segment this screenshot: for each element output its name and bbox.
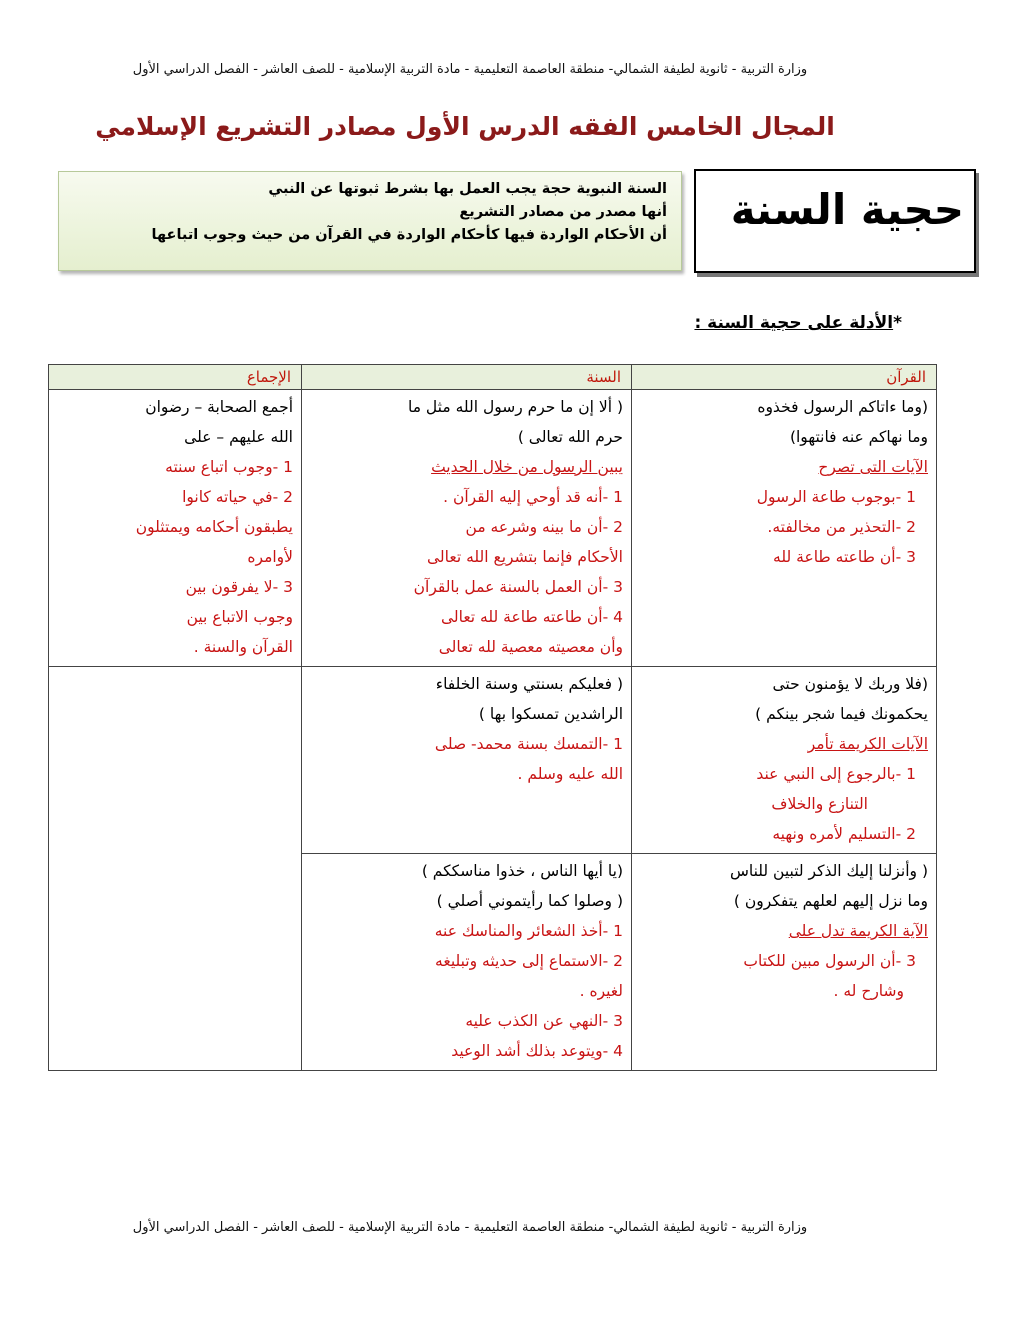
summary-line-3: أن الأحكام الواردة فيها كأحكام الواردة في القرآن من حيث وجوب اتباعها (151, 227, 667, 243)
row1-sunnah-point-3: 3 -أن العمل بالسنة عمل بالقرآن (413, 578, 623, 596)
row2-sunnah-cell (302, 667, 632, 854)
summary-box (58, 171, 682, 271)
row1-quran-point-3: 3 -أن طاعته طاعة لله (773, 548, 916, 566)
row1-sunnah-subtitle: يبين الرسول من خلال الحديث (431, 458, 623, 476)
row3-quran-verse-2: وما نزل إليهم لعلهم يتفكرون ) (733, 892, 928, 910)
row1-ijma-line-1: أجمع الصحابة – رضوان (145, 398, 293, 416)
row3-quran-point-3a: 3 -أن الرسول مبين للكتاب (743, 952, 916, 970)
row1-ijma-cell (49, 390, 302, 667)
row2-quran-verse-1: (فلا وربك لا يؤمنون حتى (772, 675, 928, 693)
row3-quran-verse-1: ( وأنزلنا إليك الذكر لتبين للناس (729, 862, 928, 880)
evidence-heading-text: الأدلة على حجية السنة : (694, 313, 894, 333)
page-header: وزارة التربية - ثانوية لطيفة الشمالي- منطقة العاصمة التعليمية - مادة التربية الإسلامية - للصف العاشر - الفصل الدراسي الأول (132, 62, 808, 77)
row3-sunnah-point-2a: 2 -الاستماع إلى حديثه وتبليغه (435, 952, 623, 970)
row2-sunnah-point-1a: 1 -التمسك بسنة محمد- صلى (434, 735, 623, 753)
row1-sunnah-point-2a: 2 -أن ما بينه وشرعه من (465, 518, 623, 536)
row3-sunnah-cell (302, 854, 632, 1071)
summary-line-2: أنها مصدر من مصادر التشريع (459, 204, 667, 220)
row1-ijma-point-2a: 2 -في حياته كانوا (182, 488, 293, 506)
row3-sunnah-hadith-1: (يا أيها الناس ، خذوا مناسككم ) (421, 862, 623, 880)
table-row (49, 854, 937, 1071)
topic-title: حجية السنة (730, 185, 964, 234)
row1-quran-point-2: 2 -التحذير من مخالفته. (767, 518, 916, 536)
row1-sunnah-point-4a: 4 -أن طاعته طاعة لله تعالى (440, 608, 623, 626)
row1-quran-point-1: 1 -بوجوب طاعة الرسول (756, 488, 916, 506)
evidence-heading (694, 313, 902, 333)
row3-sunnah-hadith-2: ( وصلوا كما رأيتموني أصلي ) (436, 892, 623, 910)
row1-sunnah-hadith-1: ( ألا إن ما حرم رسول الله مثل ما (407, 398, 623, 416)
row3-sunnah-point-4: 4 -ويتوعد بذلك أشد الوعيد (451, 1042, 623, 1060)
row2-sunnah-hadith-1: ( فعليكم بسنتي وسنة الخلفاء (435, 675, 623, 693)
row2-quran-cell (632, 667, 937, 854)
row2-quran-subtitle: الآيات الكريمة تأمر (807, 735, 928, 753)
row1-ijma-point-3c: القرآن والسنة . (193, 638, 293, 656)
row1-ijma-point-3a: 3 -لا يفرقون بين (185, 578, 293, 596)
row3-quran-cell (632, 854, 937, 1071)
row1-quran-verse-2: وما نهاكم عنه فانتهوا) (789, 428, 928, 446)
row1-quran-cell (632, 390, 937, 667)
row3-sunnah-point-3: 3 -النهي عن الكذب عليه (465, 1012, 623, 1030)
row1-ijma-point-2c: لأوامره (247, 548, 293, 566)
row2-quran-verse-2: يحكمونك فيما شجر بينكم ) (755, 705, 928, 723)
row1-sunnah-hadith-2: حرم الله تعالى ) (517, 428, 623, 446)
row1-sunnah-cell (302, 390, 632, 667)
evidence-table (48, 364, 937, 1071)
row1-ijma-point-3b: وجوب الاتباع بين (186, 608, 293, 626)
row1-sunnah-point-2b: الأحكام فإنما بتشريع الله تعالى (426, 548, 623, 566)
row2-quran-point-1a: 1 -بالرجوع إلى النبي عند (756, 765, 916, 783)
header-ijma: الإجماع (49, 365, 302, 390)
row1-ijma-point-2b: يطبقون أحكامه ويمتثلون (135, 518, 293, 536)
row2-ijma-cell (49, 667, 302, 854)
row3-ijma-cell (49, 854, 302, 1071)
row2-quran-point-1b: التنازع والخلاف (771, 795, 868, 813)
row1-sunnah-point-4b: وأن معصيته معصية لله تعالى (438, 638, 623, 656)
table-row (49, 390, 937, 667)
table-header-row (49, 365, 937, 390)
row3-quran-point-3b: وشارح له . (833, 982, 904, 1000)
row2-quran-point-2: 2 -التسليم لأمره ونهيه (772, 825, 916, 843)
row3-sunnah-point-1: 1 -أخذ الشعائر والمناسك عنه (434, 922, 623, 940)
row2-sunnah-hadith-2: الراشدين تمسكوا بها ) (478, 705, 623, 723)
row1-ijma-point-1: 1 -وجوب اتباع سنته (165, 458, 293, 476)
page-footer: وزارة التربية - ثانوية لطيفة الشمالي- منطقة العاصمة التعليمية - مادة التربية الإسلامية - للصف العاشر - الفصل الدراسي الأول (132, 1220, 808, 1235)
evidence-star: * (893, 313, 902, 333)
summary-line-1: السنة النبوية حجة يجب العمل بها بشرط ثبوتها عن النبي (268, 181, 667, 197)
row2-sunnah-point-1b: الله عليه وسلم . (517, 765, 623, 783)
row1-sunnah-point-1: 1 -أنه قد أوحي إليه القرآن . (443, 488, 623, 506)
row1-quran-verse-1: (وما ءاتاكم الرسول فخذوه (757, 398, 928, 416)
row1-ijma-line-2: الله عليهم – على (184, 428, 293, 446)
page-title: المجال الخامس الفقه الدرس الأول مصادر التشريع الإسلامي (95, 112, 835, 141)
row3-sunnah-point-2b: لغيره . (579, 982, 623, 1000)
row1-quran-subtitle: الآيات التى تصرح (818, 458, 928, 476)
table-row (49, 667, 937, 854)
header-sunnah: السنة (302, 365, 632, 390)
header-quran: القرآن (632, 365, 937, 390)
row3-quran-subtitle: الآية الكريمة تدل على (788, 922, 928, 940)
topic-box (694, 169, 976, 273)
